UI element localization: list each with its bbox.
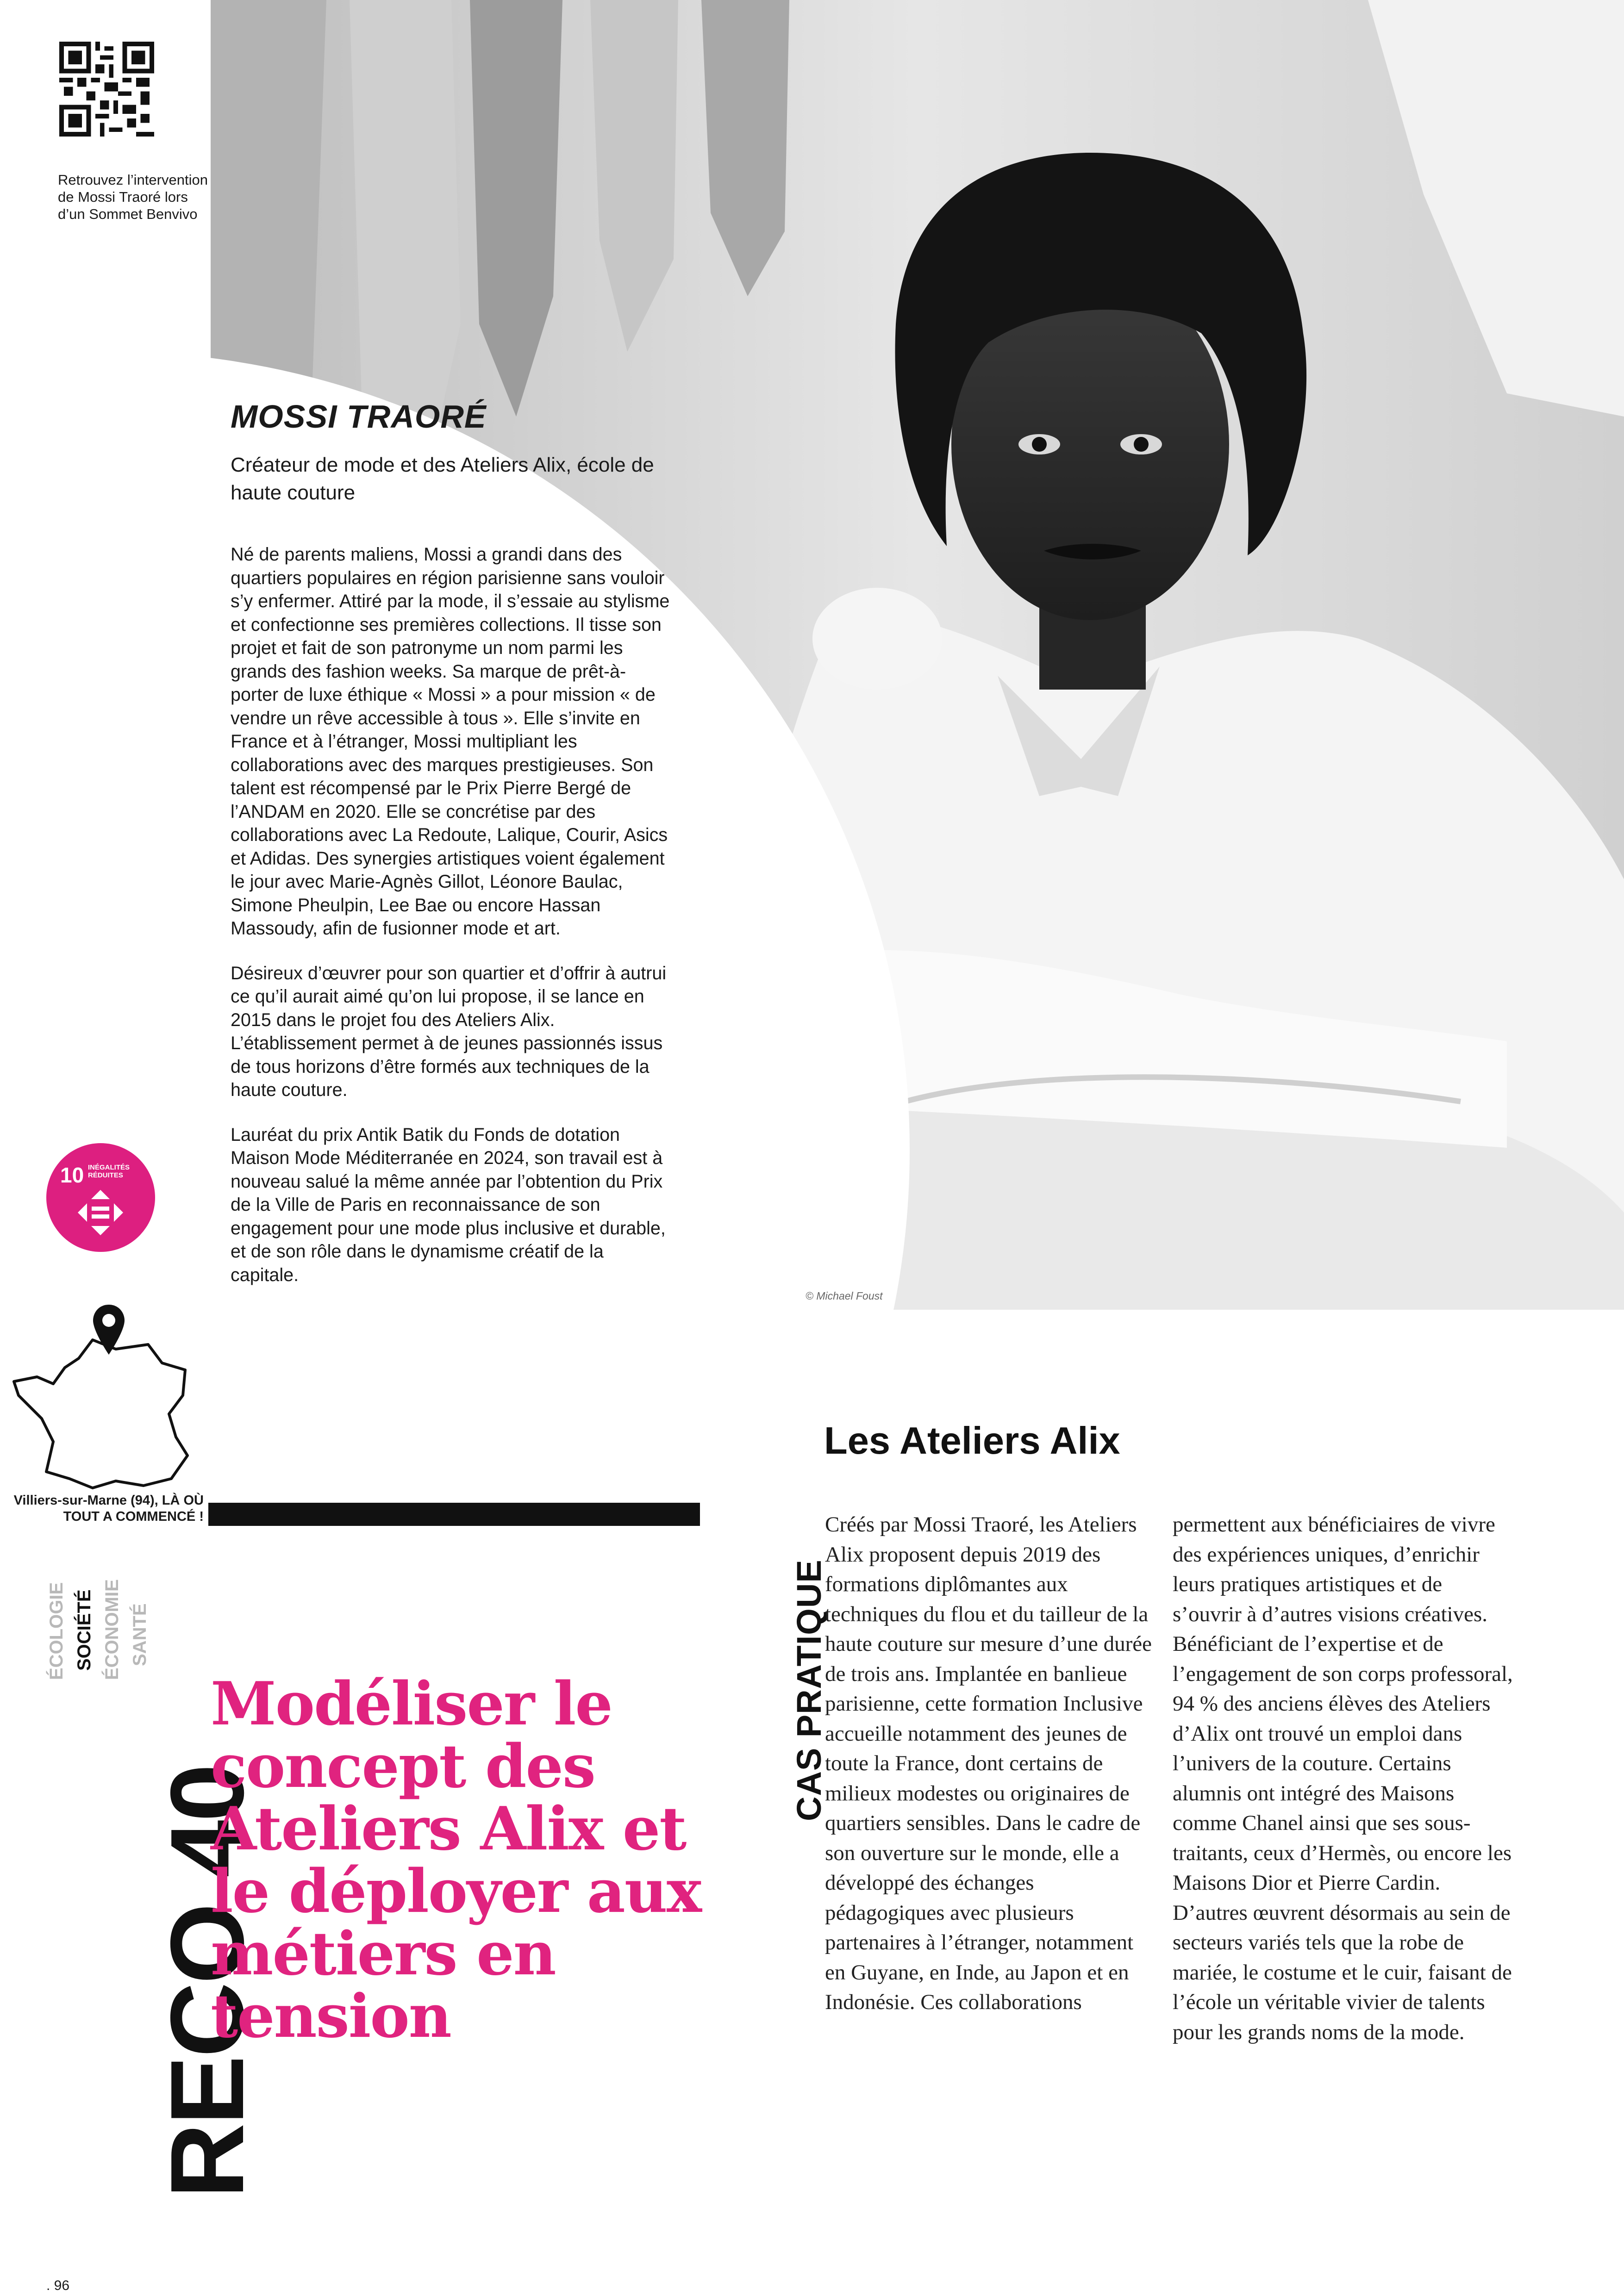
france-map — [9, 1303, 204, 1497]
sdg-badge — [46, 1143, 155, 1252]
case-study-title: Les Ateliers Alix — [824, 1419, 1120, 1462]
category-sante: SANTÉ — [130, 1603, 150, 1666]
photo-credit: © Michael Foust — [806, 1290, 883, 1302]
qr-code-icon[interactable] — [59, 42, 154, 137]
bio-paragraph: Désireux d’œuvrer pour son quartier et d’offrir à autrui ce qu’il aurait aimé qu’on lui propose, il se lance en 2015 dans le projet fou des Ateliers Alix. L’établissement permet à de jeunes passionnés issus de tous horizons d’être formés aux techniques de la haute couture. — [231, 963, 667, 1100]
profile-name: MOSSI TRAORÉ — [231, 398, 487, 435]
sdg-number: 10 — [60, 1163, 84, 1187]
category-societe: SOCIÉTÉ — [74, 1589, 94, 1671]
case-study-column-2: permettent aux bénéficiaires de vivre des expériences uniques, d’enrichir leurs pratiques artistiques et de s’ouvrir à d’autres visions créatives. Bénéficiant de l’expertise et de l’engagement de son corps professoral, 94 % des anciens élèves des Ateliers d’Alix ont trouvé un emploi dans l’univers de la couture. Certains alumnis ont intégré des Maisons comme Chanel ainsi que ses sous-traitants, ceux d’Hermès, ou encore les Maisons Dior et Pierre Cardin. D’autres œuvrent désormais au sein de secteurs variés tels que la robe de mariée, le costume et le cuir, faisant de l’école un véritable vivier de talents pour les grands noms de la mode. — [1173, 1512, 1513, 2044]
reco-label: RECO 40 — [149, 1766, 265, 2198]
case-study-label: CAS PRATIQUE — [790, 1559, 828, 1821]
map-caption: Villiers-sur-Marne (94), LÀ OÙ TOUT A COMMENCÉ ! — [13, 1493, 204, 1524]
profile-block — [231, 398, 721, 1308]
divider-bar — [208, 1503, 700, 1526]
bio-paragraph: Né de parents maliens, Mossi a grandi dans des quartiers populaires en région parisienne sans vouloir s’y enfermer. Attiré par la mode, il s’essaie au stylisme et confectionne ses premières collections. Il tisse son projet et fait de son patronyme un nom parmi les grands des fashion weeks. Sa marque de prêt-à-porter de luxe éthique « Mossi » a pour mission « de vendre un rêve accessible à tous ». Elle s’invite en France et à l’étranger, Mossi multipliant les collaborations avec des marques prestigieuses. Son talent est récompensé par le Prix Pierre Bergé de l’ANDAM en 2020. Elle se concrétise par des collaborations avec La Redoute, Lalique, Courir, Asics et Adidas. Des synergies artistiques voient également le jour avec Marie-Agnès Gillot, Léonore Baulac, Simone Pheulpin, Lee Bae ou encore Hassan Massoudy, afin de fusionner mode et art. — [231, 544, 670, 939]
category-economie: ÉCONOMIE — [102, 1579, 122, 1680]
bio-paragraph: Lauréat du prix Antik Batik du Fonds de dotation Maison Mode Méditerranée en 2024, son travail est à nouveau salué la même année par l’obtention du Prix de la Ville de Paris en reconnaissance de son engagement pour une mode plus inclusive et durable, et de son rôle dans le dynamisme créatif de la capitale. — [231, 1124, 666, 1285]
profile-bio — [231, 543, 721, 1287]
category-ecologie: ÉCOLOGIE — [46, 1582, 67, 1680]
headline: Modéliser le concept des Ateliers Alix et le déployer aux métiers en tension — [211, 1669, 701, 2051]
location-pin-icon — [90, 1303, 127, 1358]
page-number: . 96 — [46, 2278, 70, 2293]
equality-icon — [75, 1187, 126, 1238]
category-labels — [46, 1574, 167, 1680]
qr-caption: Retrouvez l’intervention de Mossi Traoré lors d’un Sommet Benvivo — [58, 172, 208, 222]
sdg-label: INÉGALITÉS RÉDUITES — [88, 1164, 130, 1179]
case-study-column-1: Créés par Mossi Traoré, les Ateliers Alix proposent depuis 2019 des formations diplômantes aux techniques du flou et du tailleur de la haute couture sur mesure d’une durée de trois ans. Implantée en banlieue parisienne, cette formation Inclusive accueille notamment des jeunes de toute la France, dont certains de milieux modestes ou originaires de quartiers sensibles. Dans le cadre de son ouverture sur le monde, elle a développé des échanges pédagogiques avec plusieurs partenaires à l’étranger, notamment en Guyane, en Inde, au Japon et en Indonésie. Ces collaborations — [825, 1512, 1152, 2014]
left-sidebar — [0, 0, 211, 926]
profile-role: Créateur de mode et des Ateliers Alix, école de haute couture — [231, 454, 654, 504]
